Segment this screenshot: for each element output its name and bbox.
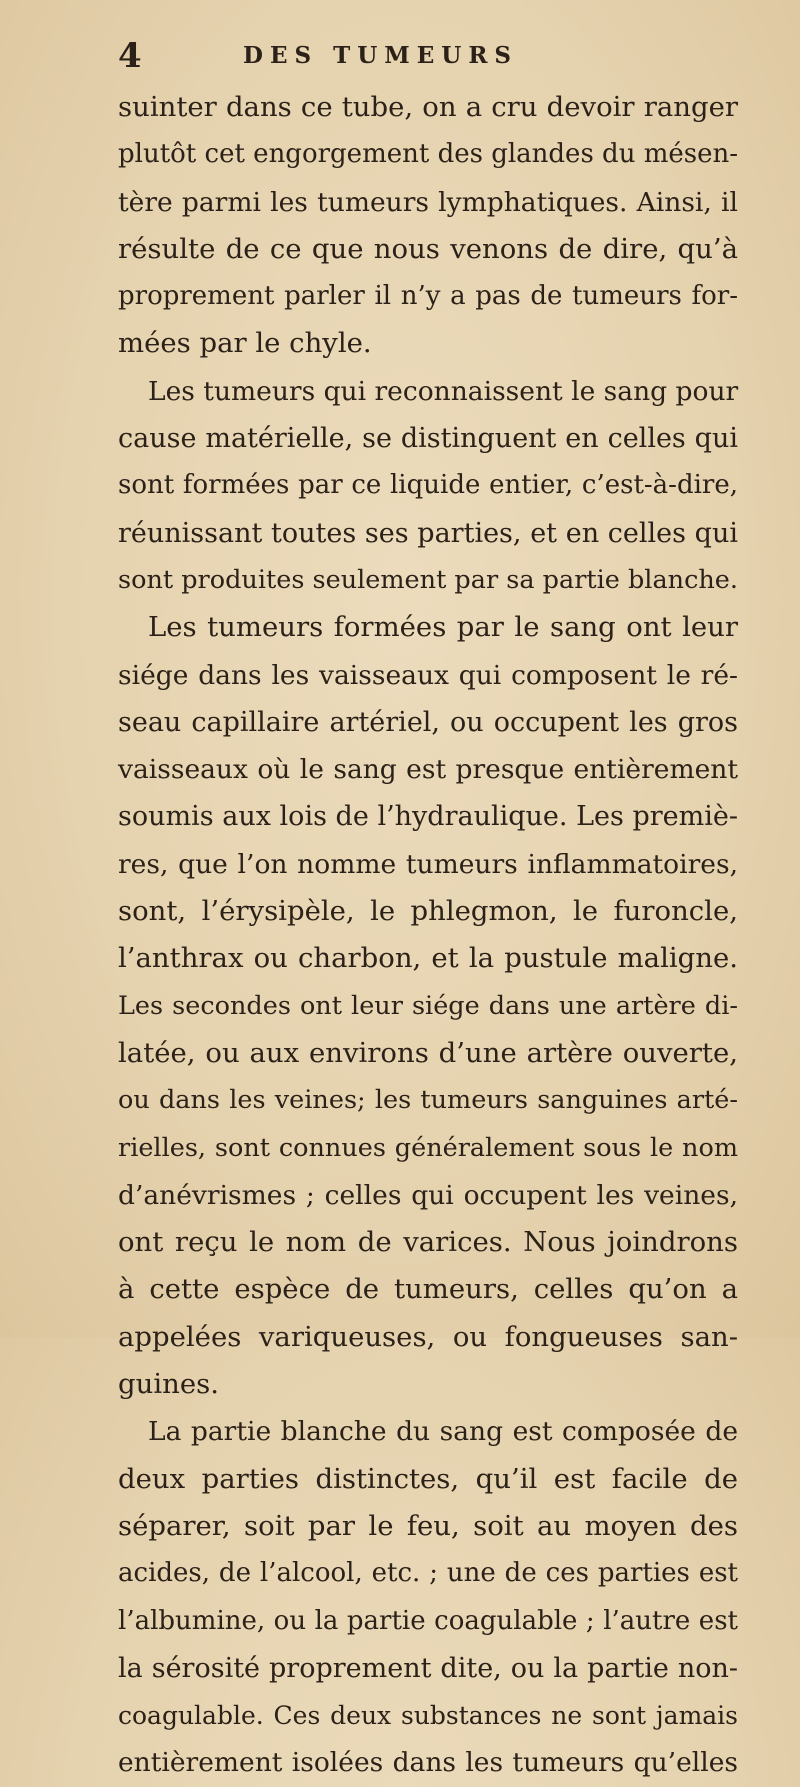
text-line: acides, de l’alcool, etc. ; une de ces parties est [118,1558,738,1589]
text-line: mées par le chyle. [118,327,372,360]
text-line: sont formées par ce liquide entier, c’est-à-dire, [118,470,738,501]
text-line: la sérosité proprement dite, ou la partie non- [118,1652,738,1684]
text-line: Les tumeurs qui reconnaissent le sang pour [148,375,739,407]
text-line: La partie blanche du sang est composée de [148,1416,738,1448]
text-line: Les tumeurs formées par le sang ont leur [148,611,738,644]
text-line: coagulable. Ces deux substances ne sont jamais [118,1701,738,1731]
text-line: plutôt cet engorgement des glandes du mésen- [118,139,739,170]
running-head: DES TUMEURS [243,42,519,69]
text-line: Les secondes ont leur siége dans une artère di- [118,990,738,1021]
text-line: ou dans les veines; les tumeurs sanguines arté- [118,1085,738,1116]
text-line: résulte de ce que nous venons de dire, qu’à [118,232,738,265]
text-line: réunissant toutes ses parties, et en celles qui [118,517,738,549]
text-line: sont, l’érysipèle, le phlegmon, le furoncle, [118,895,738,928]
text-line: d’anévrismes ; celles qui occupent les veines, [118,1179,738,1211]
text-line: appelées variqueuses, ou fongueuses san- [118,1320,738,1353]
text-line: guines. [118,1368,219,1401]
text-line: entièrement isolées dans les tumeurs qu’elles [118,1747,738,1779]
text-line: suinter dans ce tube, on a cru devoir ranger [118,91,738,123]
text-line: seau capillaire artériel, ou occupent les gros [118,706,738,738]
text-line: tère parmi les tumeurs lymphatiques. Ainsi, il [118,186,738,218]
text-line: à cette espèce de tumeurs, celles qu’on a [118,1273,738,1306]
text-line: séparer, soit par le feu, soit au moyen des [118,1509,738,1542]
text-line: res, que l’on nomme tumeurs inflammatoires, [118,848,738,880]
text-line: l’anthrax ou charbon, et la pustule maligne. [118,942,738,975]
text-line: deux parties distinctes, qu’il est facile de [118,1462,738,1495]
text-line: l’albumine, ou la partie coagulable ; l’autre est [118,1605,738,1636]
text-line: latée, ou aux environs d’une artère ouverte, [118,1036,738,1069]
text-line: siége dans les vaisseaux qui composent le ré- [118,659,738,691]
text-line: rielles, sont connues généralement sous le nom [118,1132,738,1163]
text-line: sont produites seulement par sa partie blanche. [118,564,738,595]
page-header [118,36,678,76]
text-line: soumis aux lois de l’hydraulique. Les premiè- [118,801,738,833]
page-number: 4 [118,36,142,76]
text-line: vaisseaux où le sang est presque entièrement [118,754,738,786]
body-text [118,84,738,1787]
text-line: ont reçu le nom de varices. Nous joindrons [118,1226,738,1259]
text-line: proprement parler il n’y a pas de tumeurs for- [118,281,738,312]
text-line: cause matérielle, se distinguent en celles qui [118,423,738,455]
